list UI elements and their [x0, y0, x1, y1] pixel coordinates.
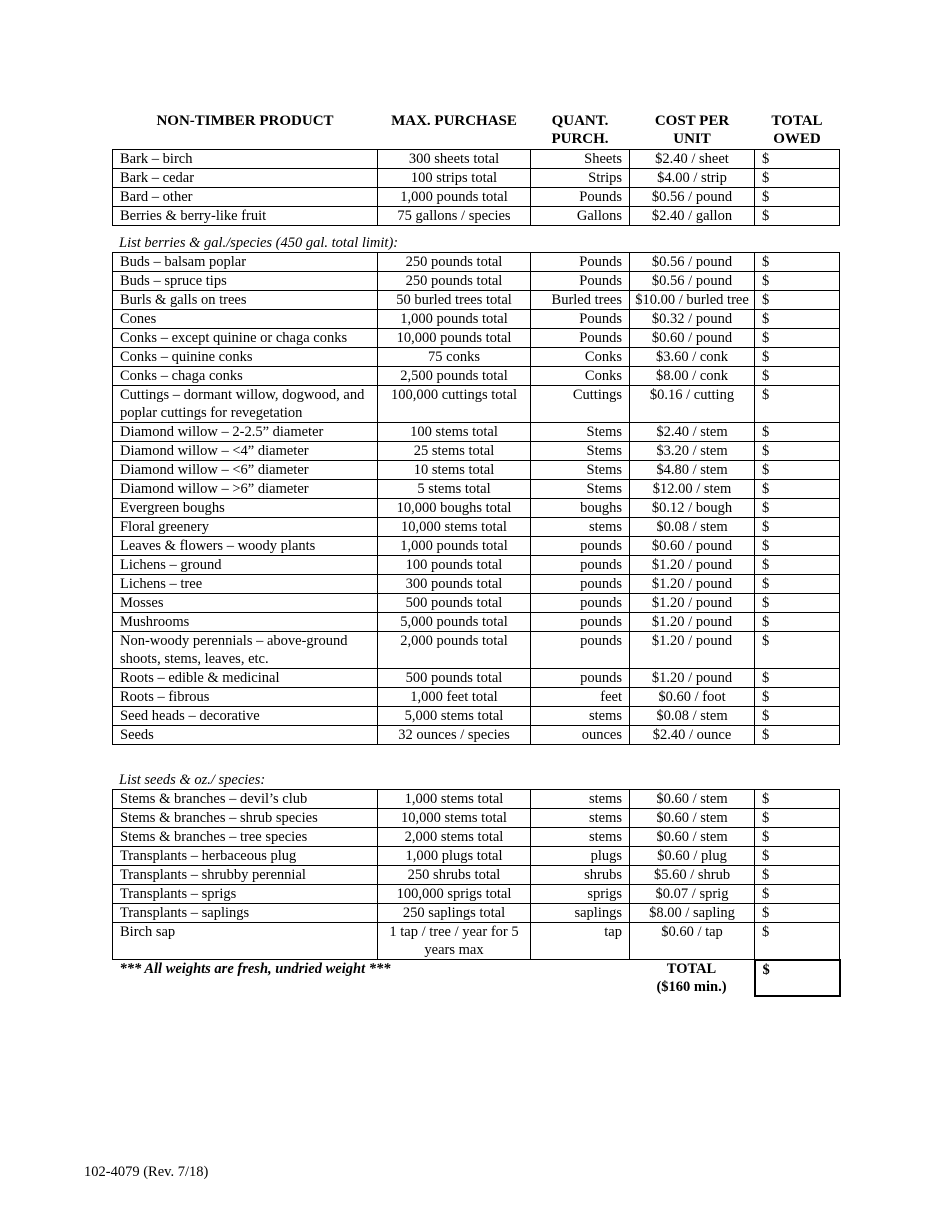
product-cell: Buds – balsam poplar: [113, 253, 378, 272]
section2-table: [112, 252, 840, 745]
max-purchase-cell: 250 pounds total: [378, 272, 531, 291]
table-row: [113, 904, 840, 923]
quantity-cell[interactable]: stems: [531, 790, 630, 809]
cost-per-unit-cell: $2.40 / stem: [630, 423, 755, 442]
cost-per-unit-cell: $0.60 / plug: [630, 847, 755, 866]
cost-per-unit-cell: $1.20 / pound: [630, 594, 755, 613]
quantity-cell[interactable]: pounds: [531, 556, 630, 575]
quantity-cell[interactable]: plugs: [531, 847, 630, 866]
max-purchase-cell: 1,000 pounds total: [378, 537, 531, 556]
cost-per-unit-cell: $1.20 / pound: [630, 556, 755, 575]
product-cell: Birch sap: [113, 923, 378, 960]
header-row: [113, 112, 840, 150]
cost-per-unit-cell: $0.32 / pound: [630, 310, 755, 329]
table-row: [113, 847, 840, 866]
total-owed-cell[interactable]: $: [755, 688, 840, 707]
max-purchase-cell: 250 saplings total: [378, 904, 531, 923]
product-cell: Seed heads – decorative: [113, 707, 378, 726]
total-owed-cell[interactable]: $: [755, 348, 840, 367]
section3-body: [113, 790, 840, 960]
total-owed-cell[interactable]: $: [755, 707, 840, 726]
table-row: [113, 272, 840, 291]
cost-per-unit-cell: $0.60 / stem: [630, 828, 755, 847]
max-purchase-cell: 100 stems total: [378, 423, 531, 442]
product-cell: Stems & branches – devil’s club: [113, 790, 378, 809]
quantity-cell[interactable]: Burled trees: [531, 291, 630, 310]
total-owed-cell[interactable]: $: [755, 575, 840, 594]
header-cost-line2: UNIT: [673, 131, 711, 147]
table-row: [113, 461, 840, 480]
header-table: [112, 112, 840, 226]
cost-per-unit-cell: $2.40 / ounce: [630, 726, 755, 745]
table-row: [113, 367, 840, 386]
total-owed-cell[interactable]: $: [755, 790, 840, 809]
cost-per-unit-cell: $0.08 / stem: [630, 707, 755, 726]
total-owed-cell[interactable]: $: [755, 423, 840, 442]
max-purchase-cell: 5 stems total: [378, 480, 531, 499]
cost-per-unit-cell: $3.20 / stem: [630, 442, 755, 461]
cost-per-unit-cell: $3.60 / conk: [630, 348, 755, 367]
max-purchase-cell: 500 pounds total: [378, 669, 531, 688]
quantity-cell[interactable]: boughs: [531, 499, 630, 518]
table-row: [113, 150, 840, 169]
table-row: [113, 518, 840, 537]
quantity-cell[interactable]: stems: [531, 518, 630, 537]
header-total-line1: TOTAL: [771, 113, 823, 129]
product-cell: Lichens – ground: [113, 556, 378, 575]
quantity-cell[interactable]: shrubs: [531, 866, 630, 885]
header-cost: [630, 112, 755, 150]
product-cell: Diamond willow – <6” diameter: [113, 461, 378, 480]
cost-per-unit-cell: $0.07 / sprig: [630, 885, 755, 904]
max-purchase-cell: 100,000 sprigs total: [378, 885, 531, 904]
max-purchase-cell: 5,000 stems total: [378, 707, 531, 726]
total-owed-cell[interactable]: $: [755, 272, 840, 291]
total-owed-field[interactable]: $: [755, 960, 840, 997]
cost-per-unit-cell: $0.60 / tap: [630, 923, 755, 960]
quantity-cell[interactable]: Stems: [531, 461, 630, 480]
quantity-cell[interactable]: Stems: [531, 480, 630, 499]
total-owed-cell[interactable]: $: [755, 923, 840, 960]
max-purchase-cell: 25 stems total: [378, 442, 531, 461]
total-label-text: TOTAL: [666, 961, 717, 977]
max-purchase-cell: 1,000 stems total: [378, 790, 531, 809]
product-cell: Evergreen boughs: [113, 499, 378, 518]
total-owed-cell[interactable]: $: [755, 866, 840, 885]
product-cell: Cones: [113, 310, 378, 329]
total-owed-cell[interactable]: $: [755, 556, 840, 575]
product-cell: Conks – chaga conks: [113, 367, 378, 386]
product-cell: Conks – except quinine or chaga conks: [113, 329, 378, 348]
quantity-cell[interactable]: Pounds: [531, 310, 630, 329]
quantity-cell[interactable]: sprigs: [531, 885, 630, 904]
product-cell: Transplants – sprigs: [113, 885, 378, 904]
total-owed-cell[interactable]: $: [755, 809, 840, 828]
table-row: [113, 575, 840, 594]
table-row: [113, 809, 840, 828]
product-cell: Diamond willow – 2-2.5” diameter: [113, 423, 378, 442]
table-row: [113, 423, 840, 442]
fee-schedule-form: [112, 112, 839, 997]
max-purchase-cell: 1,000 pounds total: [378, 188, 531, 207]
section2-body: [113, 253, 840, 745]
table-row: [113, 537, 840, 556]
table-row: [113, 329, 840, 348]
product-cell: Transplants – herbaceous plug: [113, 847, 378, 866]
max-purchase-cell: 100 strips total: [378, 169, 531, 188]
quantity-cell[interactable]: stems: [531, 809, 630, 828]
total-owed-cell[interactable]: $: [755, 291, 840, 310]
table-row: [113, 866, 840, 885]
cost-per-unit-cell: $0.60 / stem: [630, 790, 755, 809]
total-owed-cell[interactable]: $: [755, 367, 840, 386]
table-row: [113, 556, 840, 575]
product-cell: Buds – spruce tips: [113, 272, 378, 291]
product-cell: Seeds: [113, 726, 378, 745]
quantity-cell[interactable]: pounds: [531, 613, 630, 632]
total-owed-cell[interactable]: $: [755, 188, 840, 207]
total-owed-cell[interactable]: $: [755, 480, 840, 499]
quantity-cell[interactable]: Pounds: [531, 253, 630, 272]
table-row: [113, 707, 840, 726]
product-cell: Stems & branches – tree species: [113, 828, 378, 847]
table-row: [113, 169, 840, 188]
total-owed-cell[interactable]: $: [755, 499, 840, 518]
product-cell: Stems & branches – shrub species: [113, 809, 378, 828]
table-row: [113, 632, 840, 669]
berries-caption: List berries & gal./species (450 gal. total limit):: [119, 235, 399, 251]
max-purchase-cell: 10,000 pounds total: [378, 329, 531, 348]
product-cell: Bark – cedar: [113, 169, 378, 188]
section1-body: [113, 150, 840, 226]
max-purchase-cell: 100 pounds total: [378, 556, 531, 575]
product-cell: Diamond willow – <4” diameter: [113, 442, 378, 461]
product-cell: Transplants – saplings: [113, 904, 378, 923]
max-purchase-cell: 5,000 pounds total: [378, 613, 531, 632]
product-cell: Lichens – tree: [113, 575, 378, 594]
quantity-cell[interactable]: tap: [531, 923, 630, 960]
max-purchase-cell: 10,000 stems total: [378, 518, 531, 537]
quantity-cell[interactable]: stems: [531, 707, 630, 726]
total-owed-cell[interactable]: $: [755, 329, 840, 348]
product-cell: Transplants – shrubby perennial: [113, 866, 378, 885]
product-cell: Bark – birch: [113, 150, 378, 169]
cost-per-unit-cell: $1.20 / pound: [630, 632, 755, 669]
product-cell: Leaves & flowers – woody plants: [113, 537, 378, 556]
total-owed-cell[interactable]: $: [755, 461, 840, 480]
product-cell: Conks – quinine conks: [113, 348, 378, 367]
cost-per-unit-cell: $5.60 / shrub: [630, 866, 755, 885]
total-owed-cell[interactable]: $: [755, 828, 840, 847]
table-row: [113, 442, 840, 461]
max-purchase-cell: 50 burled trees total: [378, 291, 531, 310]
product-cell: Burls & galls on trees: [113, 291, 378, 310]
max-purchase-cell: 10 stems total: [378, 461, 531, 480]
cost-per-unit-cell: $0.60 / stem: [630, 809, 755, 828]
max-purchase-cell: 2,000 stems total: [378, 828, 531, 847]
quantity-cell[interactable]: Strips: [531, 169, 630, 188]
quantity-cell[interactable]: pounds: [531, 669, 630, 688]
header-max-purchase: MAX. PURCHASE: [391, 113, 517, 129]
product-cell: Non-woody perennials – above-ground shoots, stems, leaves, etc.: [113, 632, 378, 669]
table-row: [113, 885, 840, 904]
max-purchase-cell: 10,000 boughs total: [378, 499, 531, 518]
max-purchase-cell: 300 pounds total: [378, 575, 531, 594]
total-owed-cell[interactable]: $: [755, 632, 840, 669]
header-product: NON-TIMBER PRODUCT: [156, 113, 334, 129]
table-row: [113, 253, 840, 272]
cost-per-unit-cell: $1.20 / pound: [630, 575, 755, 594]
quantity-cell[interactable]: pounds: [531, 537, 630, 556]
max-purchase-cell: 1 tap / tree / year for 5 years max: [378, 923, 531, 960]
header-total: [755, 112, 840, 150]
quantity-cell[interactable]: Conks: [531, 348, 630, 367]
max-purchase-cell: 2,500 pounds total: [378, 367, 531, 386]
quantity-cell[interactable]: saplings: [531, 904, 630, 923]
product-cell: Diamond willow – >6” diameter: [113, 480, 378, 499]
table-row: [113, 207, 840, 226]
product-cell: Mosses: [113, 594, 378, 613]
max-purchase-cell: 1,000 plugs total: [378, 847, 531, 866]
table-row: [113, 669, 840, 688]
cost-per-unit-cell: $0.16 / cutting: [630, 386, 755, 423]
quantity-cell[interactable]: Stems: [531, 442, 630, 461]
product-cell: Berries & berry-like fruit: [113, 207, 378, 226]
product-cell: Cuttings – dormant willow, dogwood, and poplar cuttings for revegetation: [113, 386, 378, 423]
cost-per-unit-cell: $2.40 / gallon: [630, 207, 755, 226]
total-owed-cell[interactable]: $: [755, 207, 840, 226]
max-purchase-cell: 75 conks: [378, 348, 531, 367]
total-owed-cell[interactable]: $: [755, 150, 840, 169]
quantity-cell[interactable]: Cuttings: [531, 386, 630, 423]
quantity-cell[interactable]: feet: [531, 688, 630, 707]
max-purchase-cell: 250 pounds total: [378, 253, 531, 272]
quantity-cell[interactable]: stems: [531, 828, 630, 847]
max-purchase-cell: 1,000 pounds total: [378, 310, 531, 329]
product-cell: Mushrooms: [113, 613, 378, 632]
cost-per-unit-cell: $4.00 / strip: [630, 169, 755, 188]
header-total-line2: OWED: [773, 131, 821, 147]
table-row: [113, 310, 840, 329]
cost-per-unit-cell: $0.56 / pound: [630, 253, 755, 272]
total-owed-cell[interactable]: $: [755, 253, 840, 272]
quantity-cell[interactable]: Gallons: [531, 207, 630, 226]
cost-per-unit-cell: $1.20 / pound: [630, 669, 755, 688]
total-owed-cell[interactable]: $: [755, 537, 840, 556]
product-cell: Roots – fibrous: [113, 688, 378, 707]
table-row: [113, 688, 840, 707]
quantity-cell[interactable]: Pounds: [531, 272, 630, 291]
table-row: [113, 386, 840, 423]
quantity-cell[interactable]: Sheets: [531, 150, 630, 169]
total-owed-cell[interactable]: $: [755, 594, 840, 613]
total-owed-cell[interactable]: $: [755, 386, 840, 423]
quantity-cell[interactable]: pounds: [531, 632, 630, 669]
footer-row: [113, 960, 840, 997]
total-owed-cell[interactable]: $: [755, 613, 840, 632]
max-purchase-cell: 75 gallons / species: [378, 207, 531, 226]
cost-per-unit-cell: $1.20 / pound: [630, 613, 755, 632]
cost-per-unit-cell: $4.80 / stem: [630, 461, 755, 480]
form-number: 102-4079 (Rev. 7/18): [84, 1164, 209, 1180]
quantity-cell[interactable]: Pounds: [531, 188, 630, 207]
cost-per-unit-cell: $8.00 / sapling: [630, 904, 755, 923]
max-purchase-cell: 10,000 stems total: [378, 809, 531, 828]
max-purchase-cell: 1,000 feet total: [378, 688, 531, 707]
cost-per-unit-cell: $2.40 / sheet: [630, 150, 755, 169]
product-cell: Roots – edible & medicinal: [113, 669, 378, 688]
cost-per-unit-cell: $0.60 / pound: [630, 329, 755, 348]
max-purchase-cell: 100,000 cuttings total: [378, 386, 531, 423]
product-cell: Floral greenery: [113, 518, 378, 537]
table-row: [113, 923, 840, 960]
table-row: [113, 348, 840, 367]
total-owed-cell[interactable]: $: [755, 169, 840, 188]
table-row: [113, 613, 840, 632]
cost-per-unit-cell: $0.60 / pound: [630, 537, 755, 556]
quantity-cell[interactable]: Conks: [531, 367, 630, 386]
cost-per-unit-cell: $0.08 / stem: [630, 518, 755, 537]
table-row: [113, 499, 840, 518]
quantity-cell[interactable]: Stems: [531, 423, 630, 442]
cost-per-unit-cell: $0.12 / bough: [630, 499, 755, 518]
product-cell: Bard – other: [113, 188, 378, 207]
total-owed-cell[interactable]: $: [755, 442, 840, 461]
total-label: [630, 960, 755, 997]
max-purchase-cell: 32 ounces / species: [378, 726, 531, 745]
table-row: [113, 726, 840, 745]
cost-per-unit-cell: $12.00 / stem: [630, 480, 755, 499]
header-cost-line1: COST PER: [654, 113, 730, 129]
seeds-caption: List seeds & oz./ species:: [119, 772, 266, 788]
max-purchase-cell: 250 shrubs total: [378, 866, 531, 885]
header-quantity: [531, 112, 630, 150]
header-quantity-line1: QUANT.: [551, 113, 609, 129]
cost-per-unit-cell: $10.00 / burled tree: [630, 291, 755, 310]
table-row: [113, 790, 840, 809]
total-owed-cell[interactable]: $: [755, 518, 840, 537]
max-purchase-cell: 2,000 pounds total: [378, 632, 531, 669]
section3-table: [112, 789, 841, 997]
total-owed-cell[interactable]: $: [755, 726, 840, 745]
cost-per-unit-cell: $8.00 / conk: [630, 367, 755, 386]
total-minimum: ($160 min.): [656, 979, 727, 995]
cost-per-unit-cell: $0.56 / pound: [630, 272, 755, 291]
table-row: [113, 480, 840, 499]
cost-per-unit-cell: $0.56 / pound: [630, 188, 755, 207]
weights-note: *** All weights are fresh, undried weight ***: [119, 961, 391, 977]
max-purchase-cell: 500 pounds total: [378, 594, 531, 613]
table-row: [113, 594, 840, 613]
quantity-cell[interactable]: Pounds: [531, 329, 630, 348]
table-row: [113, 291, 840, 310]
total-owed-cell[interactable]: $: [755, 310, 840, 329]
header-quantity-line2: PURCH.: [551, 131, 609, 147]
total-owed-cell[interactable]: $: [755, 669, 840, 688]
max-purchase-cell: 300 sheets total: [378, 150, 531, 169]
table-row: [113, 828, 840, 847]
quantity-cell[interactable]: pounds: [531, 594, 630, 613]
cost-per-unit-cell: $0.60 / foot: [630, 688, 755, 707]
table-row: [113, 188, 840, 207]
total-owed-cell[interactable]: $: [755, 885, 840, 904]
total-owed-cell[interactable]: $: [755, 847, 840, 866]
quantity-cell[interactable]: pounds: [531, 575, 630, 594]
quantity-cell[interactable]: ounces: [531, 726, 630, 745]
total-owed-cell[interactable]: $: [755, 904, 840, 923]
